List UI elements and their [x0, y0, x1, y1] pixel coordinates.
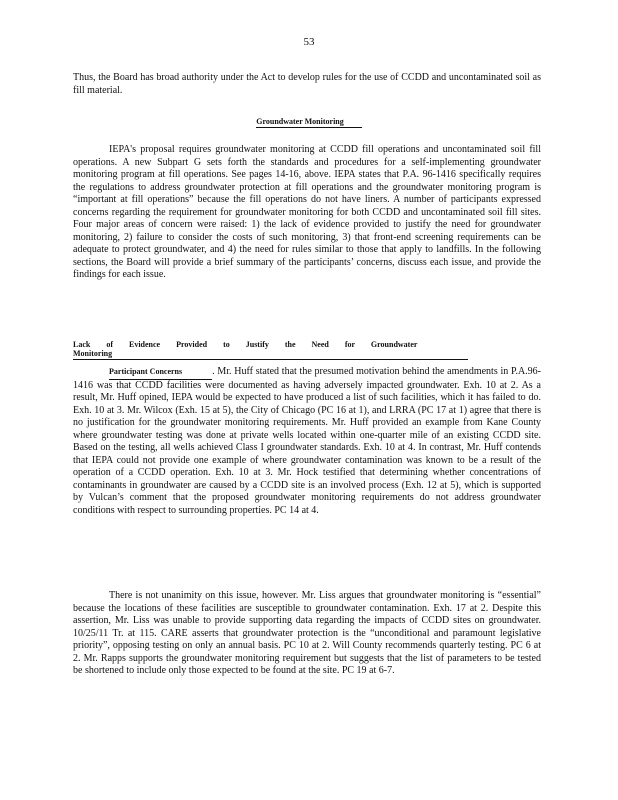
paragraph-not-unanimity: There is not unanimity on this issue, however. Mr. Liss argues that groundwater monitoring is “essential” because the locations of these facilities are susceptible to groundwater contamination. Exh. 17 at 2. Despite this assertion, Mr. Liss was unable to provide supporting data regarding the impacts of CCDD sites on groundwater. 10/25/11 Tr. at 115. CARE asserts that groundwater protection is the “unconditional and paramount legislative priority”, opposing testing on only an annual basis. PC 10 at 2. Will County recommends quarterly testing. PC 6 at 2. Mr. Rapps supports the groundwater monitoring requirement but suggests that the list of parameters to be tested be shortened to include only those expected to be found at the site. PC 19 at 6-7.	[73, 590, 541, 676]
page-number: 53	[303, 36, 315, 48]
section-heading	[0, 117, 618, 128]
paragraph-participant-concerns	[73, 366, 541, 517]
paragraph-groundwater-overview: IEPA's proposal requires groundwater monitoring at CCDD fill operations and uncontaminated soil fill operations. A new Subpart G sets forth the standards and procedures for a self-implementing groundwater monitoring program at fill operations. See pages 14-16, above. IEPA states that P.A. 96-1416 specifically requires the regulations to address groundwater protection at fill operations and the groundwater monitoring program is “important at fill operations” because the fill operations do not have liners. A number of participants expressed concerns regarding the requirement for groundwater monitoring for both CCDD and uncontaminated soil fill sites. Four major areas of concern were raised: 1) the lack of evidence provided to justify the need for groundwater monitoring, 2) failure to consider the costs of such monitoring, 3) that front-end screening requirements can be adequate to protect groundwater, and 4) the need for rules similar to those that apply to landfills. In the following sections, the Board will provide a brief summary of the participants’ concerns, discuss each issue, and provide the findings for each issue.	[73, 144, 541, 280]
subsection-heading: Lack of Evidence Provided to Justify the Need for Groundwater Monitoring	[73, 340, 468, 360]
intro-paragraph: Thus, the Board has broad authority under the Act to develop rules for the use of CCDD and uncontaminated soil as fill material.	[73, 72, 541, 96]
participant-concerns-text: . Mr. Huff stated that the presumed motivation behind the amendments in P.A.96-1416 was that CCDD facilities were documented as having adversely impacted groundwater. Exh. 10 at 2. As a result, Mr. Huff opined, IEPA would be expected to have produced a list of such facilities, which it has failed to do. Exh. 10 at 3. Mr. Wilcox (Exh. 15 at 5), the City of Chicago (PC 16 at 1), and LRRA (PC 17 at 1) agree that there is no justification for the groundwater monitoring requirements. Mr. Huff provided an example from Kane County where groundwater testing was done at private wells located within one-quarter mile of an existing CCDD site. Based on the testing, all wells achieved Class I groundwater standards. Exh. 10 at 4. In contrast, Mr. Huff contends that IEPA could not provide one example of where groundwater contamination was known to be a result of the operation of a CCDD operation. Exh. 10 at 3. Mr. Hock testified that determining whether concentrations of contaminants in groundwater are caused by a CCDD site is an involved process (Exh. 12 at 5), which is supported by Vulcan’s comment that the proposed groundwater monitoring requirements do not address groundwater conditions with respect to surrounding properties. PC 14 at 4.	[73, 366, 541, 516]
participant-concerns-label: Participant Concerns	[109, 366, 212, 380]
section-heading-text: Groundwater Monitoring	[256, 117, 361, 128]
